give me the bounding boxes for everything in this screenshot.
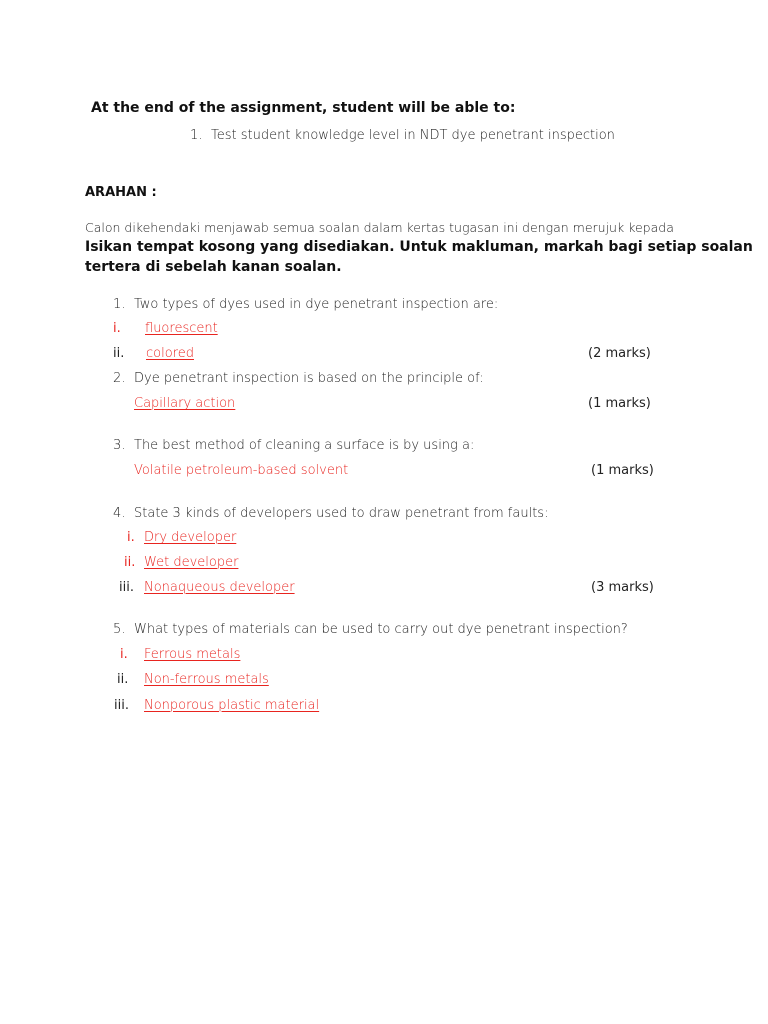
question-1-text: Two types of dyes used in dye penetrant inspection are:	[134, 297, 499, 312]
question-5-number: 5.	[113, 622, 126, 637]
question-2-marks: (1 marks)	[588, 396, 651, 411]
question-4-roman-ii: ii.	[124, 555, 136, 570]
question-4-text: State 3 kinds of developers used to draw penetrant from faults:	[134, 506, 549, 521]
question-4-number: 4.	[113, 506, 126, 521]
question-3-answer: Volatile petroleum-based solvent	[134, 463, 349, 478]
question-1-number: 1.	[113, 297, 126, 312]
question-3-marks: (1 marks)	[591, 463, 654, 478]
question-4-answer-1: Dry developer	[144, 530, 237, 545]
question-1-answer-1: fluorescent	[145, 321, 218, 336]
question-5-roman-iii: iii.	[114, 698, 129, 713]
question-5-answer-1: Ferrous metals	[144, 647, 241, 662]
question-4-roman-iii: iii.	[119, 580, 134, 595]
question-4-marks: (3 marks)	[591, 580, 654, 595]
instructions-line-1: Calon dikehendaki menjawab semua soalan dalam kertas tugasan ini dengan merujuk kepada	[85, 220, 674, 235]
question-5-roman-ii: ii.	[117, 672, 129, 687]
question-5-answer-3: Nonporous plastic material	[144, 698, 320, 713]
question-5-roman-i: i.	[120, 647, 128, 662]
instructions-line-2: Isikan tempat kosong yang disediakan. Untuk makluman, markah bagi setiap soalan	[85, 239, 753, 255]
objective-text: Test student knowledge level in NDT dye penetrant inspection	[211, 128, 615, 143]
question-1-marks: (2 marks)	[588, 346, 651, 361]
question-4-answer-3: Nonaqueous developer	[144, 580, 295, 595]
instructions-heading: ARAHAN :	[85, 185, 157, 200]
question-2-text: Dye penetrant inspection is based on the principle of:	[134, 371, 484, 386]
question-3-text: The best method of cleaning a surface is by using a:	[134, 438, 475, 453]
question-1-roman-ii: ii.	[113, 346, 125, 361]
objectives-heading: At the end of the assignment, student will be able to:	[91, 100, 516, 116]
question-2-number: 2.	[113, 371, 126, 386]
objective-number: 1.	[190, 128, 203, 143]
question-1-roman-i: i.	[113, 321, 121, 336]
question-2-answer: Capillary action	[134, 396, 236, 411]
question-4-roman-i: i.	[127, 530, 135, 545]
instructions-line-3: tertera di sebelah kanan soalan.	[85, 259, 342, 275]
question-1-answer-2: colored	[146, 346, 194, 361]
question-3-number: 3.	[113, 438, 126, 453]
question-4-answer-2: Wet developer	[144, 555, 239, 570]
question-5-answer-2: Non-ferrous metals	[144, 672, 269, 687]
question-5-text: What types of materials can be used to carry out dye penetrant inspection?	[134, 622, 628, 637]
